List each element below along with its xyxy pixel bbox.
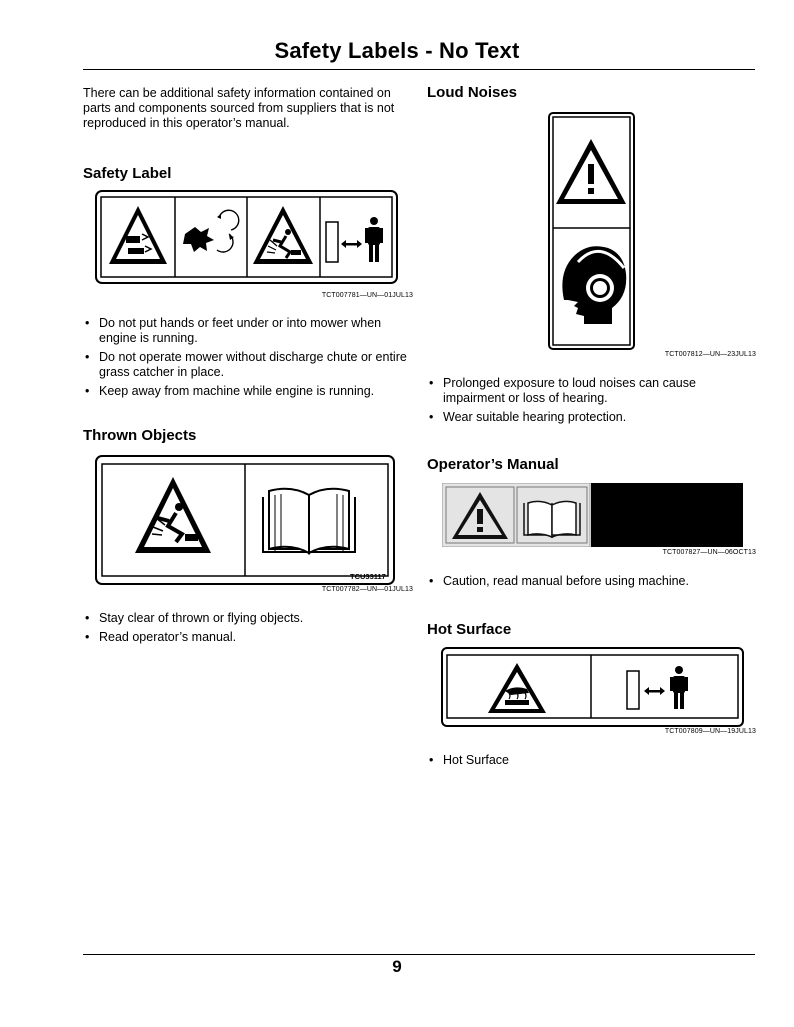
list-item: • Wear suitable hearing protection. [427, 410, 757, 425]
operators-manual-icon [263, 489, 355, 553]
hot-surface-heading: Hot Surface [427, 621, 512, 638]
operators-manual-label-image [442, 483, 743, 547]
list-item: • Read operator’s manual. [83, 630, 418, 645]
hot-surface-bullets [427, 753, 757, 772]
thrown-objects-label-image [95, 455, 395, 585]
operators-manual-bullets [427, 574, 757, 593]
loud-noises-caption: TCT007812—UN—23JUL13 [664, 351, 756, 358]
thrown-objects-label-code: TCU33117 [350, 572, 386, 581]
loud-noises-heading: Loud Noises [427, 84, 518, 101]
list-item: • Caution, read manual before using machine. [427, 574, 757, 589]
list-item: • Stay clear of thrown or flying objects. [83, 611, 418, 626]
operators-manual-caption: TCT007827—UN—06OCT13 [662, 549, 756, 556]
intro-text: There can be additional safety information contained on parts and components sourced from suppliers that is not reproduced in this operator’s manual. [83, 86, 395, 130]
list-item: • Do not operate mower without discharge chute or entire grass catcher in place. [83, 350, 418, 380]
list-item: • Prolonged exposure to loud noises can cause impairment or loss of hearing. [427, 376, 757, 406]
footer-rule [83, 954, 755, 955]
hot-surface-caption: TCT007809—UN—19JUL13 [664, 728, 756, 735]
title-rule [83, 69, 755, 70]
safety-label-caption: TCT007781—UN—01JUL13 [321, 292, 413, 299]
thrown-objects-bullets [83, 611, 418, 649]
page-title: Safety Labels - No Text [274, 38, 520, 63]
page-number: 9 [392, 957, 402, 976]
safety-label-image [95, 190, 398, 284]
operators-manual-heading: Operator’s Manual [427, 456, 559, 473]
thrown-objects-caption: TCT007782—UN—01JUL13 [321, 586, 413, 593]
thrown-objects-heading: Thrown Objects [83, 427, 197, 444]
loud-noises-bullets [427, 376, 757, 429]
operators-manual-icon [524, 501, 580, 537]
safety-label-heading: Safety Label [83, 165, 172, 182]
hot-surface-label-image [441, 647, 744, 727]
list-item: • Hot Surface [427, 753, 757, 768]
safety-label-bullets [83, 316, 418, 403]
list-item: • Keep away from machine while engine is running. [83, 384, 418, 399]
list-item: • Do not put hands or feet under or into mower when engine is running. [83, 316, 418, 346]
loud-noises-label-image [548, 112, 635, 350]
